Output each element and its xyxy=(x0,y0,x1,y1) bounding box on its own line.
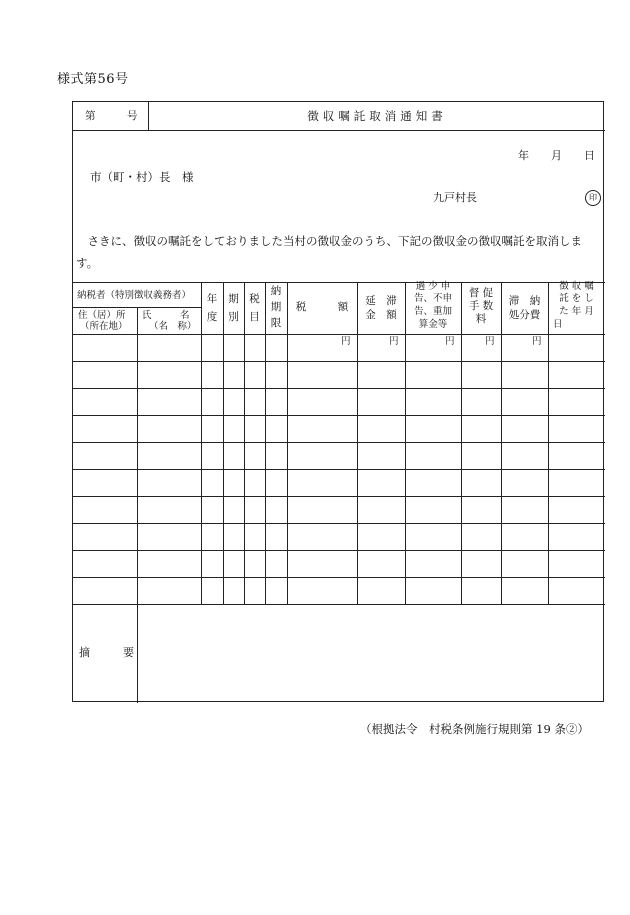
col-name-sub: （名 称） xyxy=(149,321,197,332)
yen-unit-arrears: 円 xyxy=(389,336,399,347)
table-row xyxy=(73,496,605,497)
yen-unit-tax: 円 xyxy=(341,336,351,347)
yen-unit-fees: 円 xyxy=(485,336,495,347)
form-number: 様式第56号 xyxy=(57,72,129,87)
seal-mark: 印 xyxy=(585,190,601,206)
number-label: 第 号 xyxy=(85,110,138,122)
yen-unit-disposition: 円 xyxy=(532,336,542,347)
col-fees-2: 手 数 xyxy=(468,300,494,312)
col-arrears-1: 延 滞 xyxy=(365,295,397,307)
table-row xyxy=(73,442,605,443)
col-penalty-1: 過 少 申 xyxy=(415,281,451,292)
col-period-2: 別 xyxy=(228,311,239,323)
yen-unit-penalty: 円 xyxy=(445,336,455,347)
col-taxpayer: 納税者（特別徴収義務者） xyxy=(77,290,192,301)
col-commission-4: 日 xyxy=(553,319,563,330)
table-row xyxy=(73,577,605,578)
col-disposition-2: 処分費 xyxy=(508,309,541,321)
col-name: 氏 名 xyxy=(142,310,190,321)
col-year-2: 度 xyxy=(206,311,218,323)
date-line: 年 月 日 xyxy=(518,149,595,162)
col-arrears-2: 金 額 xyxy=(365,309,397,321)
col-due-2: 期 xyxy=(270,301,282,313)
legal-basis: （根拠法令 村税条例施行規則第 19 条②） xyxy=(360,722,589,736)
col-due-1: 納 xyxy=(270,285,282,297)
addressee: 市（町・村）長 様 xyxy=(90,170,194,184)
remarks-label: 摘 要 xyxy=(79,646,134,659)
document-title: 徴収嘱託取消通知書 xyxy=(307,109,447,123)
table-row xyxy=(73,604,605,605)
col-address: 住（居）所 xyxy=(78,310,126,321)
col-penalty-2: 告、不申 xyxy=(413,293,452,304)
col-due-3: 限 xyxy=(270,317,282,329)
col-disposition-1: 滞 納 xyxy=(508,295,541,307)
col-tax-item-2: 目 xyxy=(249,311,260,323)
col-penalty-3: 告、重加 xyxy=(413,306,452,317)
col-year-1: 年 xyxy=(206,293,218,305)
col-fees-3: 料 xyxy=(475,313,487,325)
col-fees-1: 督 促 xyxy=(468,287,494,299)
sender-name: 九戸村長 xyxy=(433,191,477,204)
col-tax-item-1: 税 xyxy=(249,293,260,305)
col-tax-amount: 税 額 xyxy=(295,301,349,313)
col-commission-3: た 年 月 xyxy=(559,306,594,317)
col-address-sub: （所在地） xyxy=(80,321,128,332)
table-row xyxy=(73,550,605,551)
table-row xyxy=(73,361,605,362)
col-commission-1: 徴 収 嘱 xyxy=(559,281,594,292)
col-commission-2: 託 を し xyxy=(559,293,594,304)
notice-form xyxy=(72,101,604,702)
table-row xyxy=(73,388,605,389)
table-row xyxy=(73,523,605,524)
col-penalty-4: 算金等 xyxy=(418,319,448,330)
table-row xyxy=(73,469,605,470)
col-period-1: 期 xyxy=(228,293,239,305)
table-row xyxy=(73,415,605,416)
notice-body: さきに、徴収の嘱託をしておりました当村の徴収金のうち、下記の徴収金の徴収嘱託を取消します。 xyxy=(76,234,582,270)
